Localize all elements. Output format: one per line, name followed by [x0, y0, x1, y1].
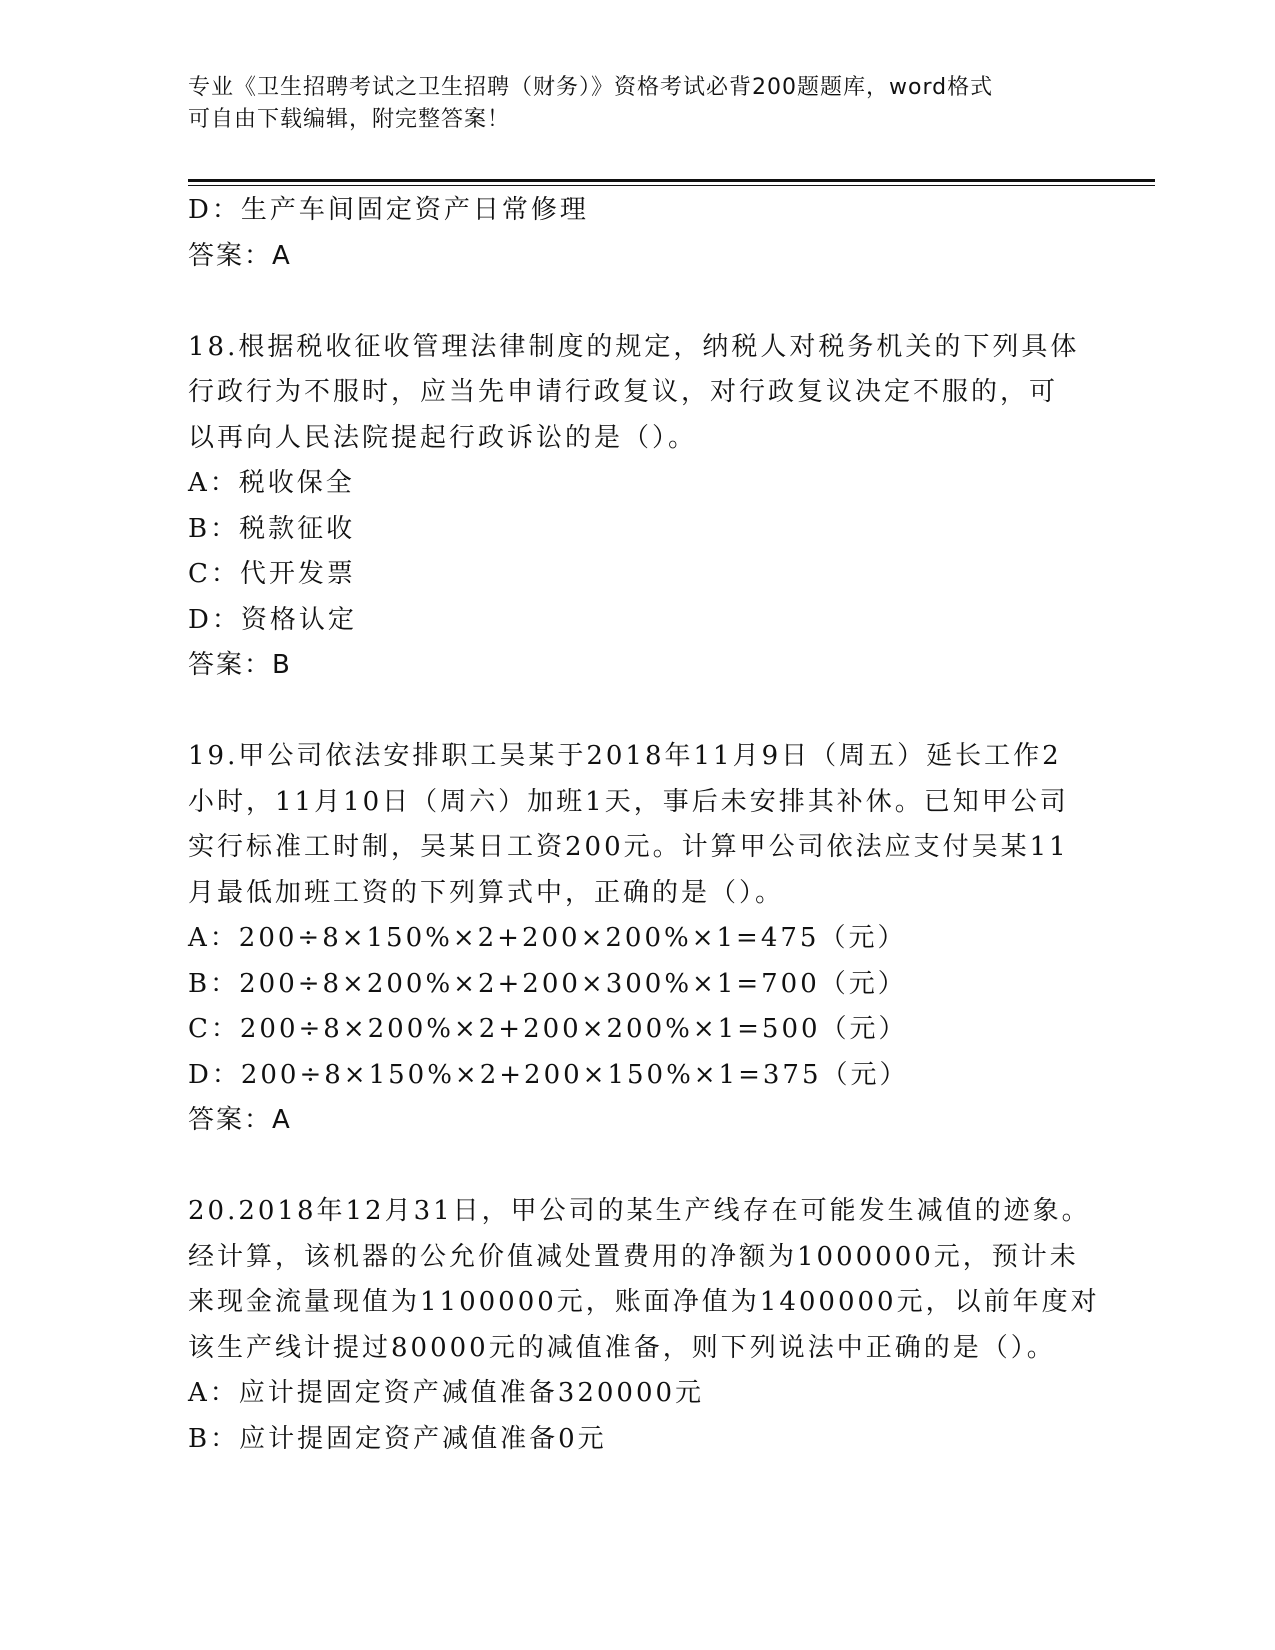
q19-stem-line-2: 小时，11月10日（周六）加班1天，事后未安排其补休。已知甲公司 [188, 786, 1069, 817]
q20-option-a: A：应计提固定资产减值准备320000元 [188, 1378, 705, 1408]
q18-stem-line-1: 18.根据税收征收管理法律制度的规定，纳税人对税务机关的下列具体 [188, 331, 1080, 362]
spacer [188, 279, 1088, 325]
q19-stem-line-3: 实行标准工时制，吴某日工资200元。计算甲公司依法应支付吴某11 [188, 832, 1069, 862]
q18-answer: 答案：B [188, 650, 292, 680]
question-19 [188, 734, 1088, 1144]
q19-stem-line-4: 月最低加班工资的下列算式中，正确的是（）。 [188, 877, 785, 908]
document-header [188, 72, 1068, 136]
q18-option-b: B：税款征收 [188, 513, 356, 544]
spacer [188, 1144, 1088, 1190]
q19-answer: 答案：A [188, 1105, 292, 1135]
q20-stem-line-4: 该生产线计提过80000元的减值准备，则下列说法中正确的是（）。 [188, 1332, 1056, 1363]
prev-answer: 答案：A [188, 240, 292, 271]
q19-stem-line-1: 19.甲公司依法安排职工吴某于2018年11月9日（周五）延长工作2 [188, 741, 1062, 771]
header-rule-thick [188, 179, 1155, 182]
question-20 [188, 1189, 1100, 1462]
prev-option-d: D：生产车间固定资产日常修理 [188, 195, 589, 225]
spacer [188, 689, 1088, 735]
header-line-1: 专业《卫生招聘考试之卫生招聘（财务）》资格考试必背200题题库，word格式 [188, 75, 994, 100]
q18-option-c: C：代开发票 [188, 559, 356, 589]
q18-stem-line-3: 以再向人民法院提起行政诉讼的是（）。 [188, 422, 698, 453]
q19-option-a: A：200÷8×150%×2+200×200%×1=475（元） [188, 923, 907, 953]
q19-option-d: D：200÷8×150%×2+200×150%×1=375（元） [188, 1059, 909, 1090]
question-content [188, 188, 1100, 1462]
q18-option-d: D：资格认定 [188, 604, 357, 635]
q20-stem-line-3: 来现金流量现值为1100000元，账面净值为1400000元，以前年度对 [188, 1287, 1100, 1317]
q18-option-a: A：税收保全 [188, 468, 355, 498]
question-18 [188, 325, 1088, 689]
q19-option-b: B：200÷8×200%×2+200×300%×1=700（元） [188, 968, 907, 999]
q20-option-b: B：应计提固定资产减值准备0元 [188, 1423, 607, 1454]
q19-option-c: C：200÷8×200%×2+200×200%×1=500（元） [188, 1014, 908, 1044]
header-line-2: 可自由下载编辑，附完整答案！ [188, 107, 511, 132]
q18-stem-line-2: 行政行为不服时，应当先申请行政复议，对行政复议决定不服的，可 [188, 377, 1059, 407]
header-rule-thin [188, 185, 1155, 186]
q20-stem-line-2: 经计算，该机器的公允价值减处置费用的净额为1000000元，预计未 [188, 1241, 1079, 1272]
q20-stem-line-1: 20.2018年12月31日，甲公司的某生产线存在可能发生减值的迹象。 [188, 1196, 1091, 1226]
